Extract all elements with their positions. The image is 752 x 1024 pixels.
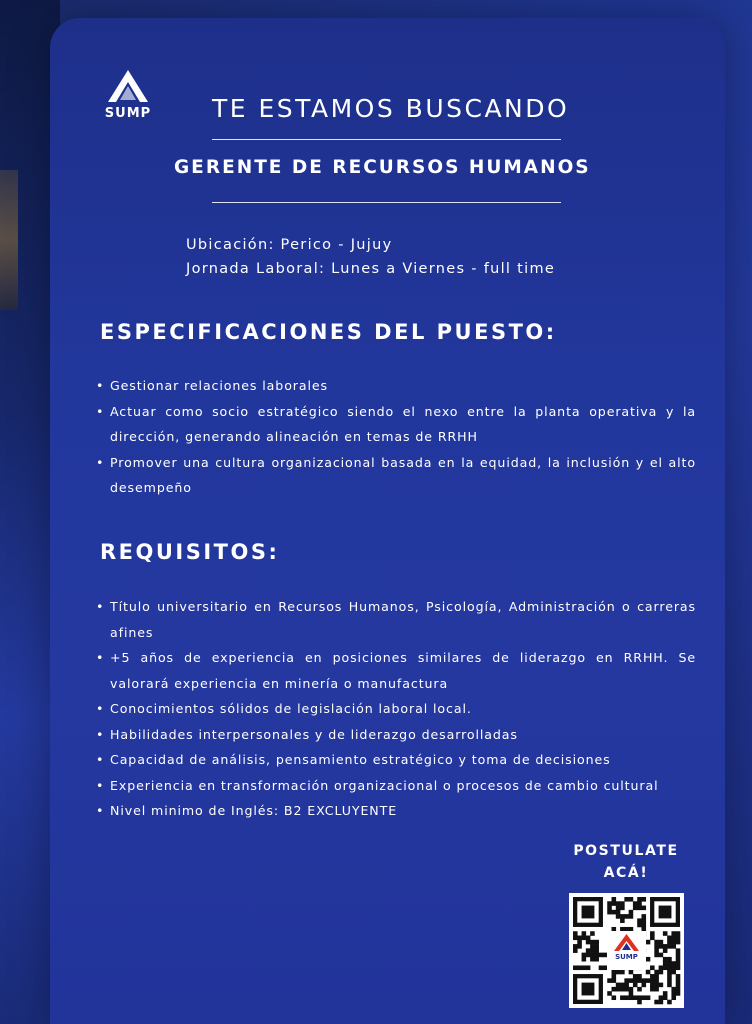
list-item: • Experiencia en transformación organizacional o procesos de cambio cultural: [96, 773, 696, 799]
list-item: • Habilidades interpersonales y de liderazgo desarrolladas: [96, 722, 696, 748]
specs-title: ESPECIFICACIONES DEL PUESTO:: [100, 320, 557, 344]
apply-cta: [566, 840, 686, 884]
cta-line2: ACÁ!: [603, 865, 649, 881]
background-streak: [0, 170, 18, 310]
specs-list: [96, 373, 696, 501]
list-item: • Capacidad de análisis, pensamiento estratégico y toma de decisiones: [96, 747, 696, 773]
requirements-list: [96, 594, 696, 824]
qr-code[interactable]: [569, 893, 684, 1008]
cta-line1: POSTULATE: [573, 843, 679, 859]
list-item: • Nivel minimo de Inglés: B2 EXCLUYENTE: [96, 798, 696, 824]
divider-bottom: [212, 202, 561, 203]
logo-text: SUMP: [104, 106, 152, 121]
location-text: Ubicación: Perico - Jujuy: [186, 237, 393, 253]
divider-top: [212, 139, 561, 140]
list-item: • Actuar como socio estratégico siendo el nexo entre la planta operativa y la dirección, generando alineación en temas de RRHH: [96, 399, 696, 450]
qr-logo-text: SUMP: [615, 953, 638, 961]
sump-logo: [98, 68, 158, 124]
list-item: • Gestionar relaciones laborales: [96, 373, 696, 399]
job-title: GERENTE DE RECURSOS HUMANOS: [174, 157, 591, 178]
requirements-title: REQUISITOS:: [100, 540, 280, 564]
schedule-text: Jornada Laboral: Lunes a Viernes - full time: [186, 261, 556, 277]
headline: TE ESTAMOS BUSCANDO: [212, 94, 570, 123]
list-item: • Conocimientos sólidos de legislación laboral local.: [96, 696, 696, 722]
list-item: • +5 años de experiencia en posiciones similares de liderazgo en RRHH. Se valorará experiencia en minería o manufactura: [96, 645, 696, 696]
qr-logo: [607, 931, 646, 970]
list-item: • Promover una cultura organizacional basada en la equidad, la inclusión y el alto desempeño: [96, 450, 696, 501]
qr-logo-mountain-icon: [607, 931, 646, 953]
logo-mountain-icon: [106, 68, 150, 104]
list-item: • Título universitario en Recursos Humanos, Psicología, Administración o carreras afines: [96, 594, 696, 645]
